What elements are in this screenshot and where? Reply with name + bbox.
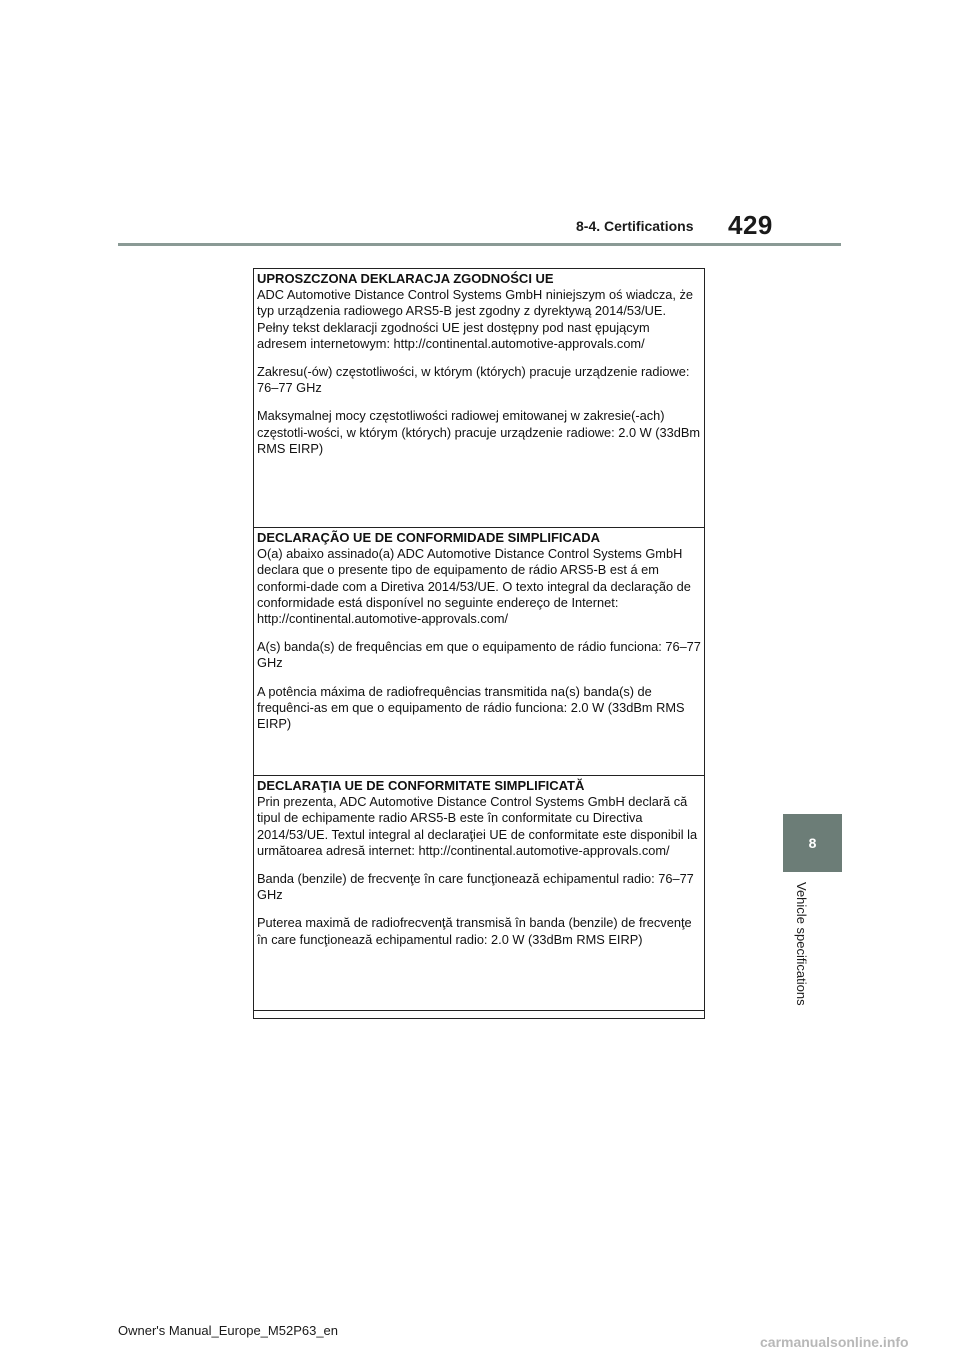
header-section-title: 8-4. Certifications — [576, 218, 694, 234]
declaration-paragraph: A(s) banda(s) de frequências em que o equipamento de rádio funciona: 76–77 GHz — [257, 639, 701, 671]
header-rule — [118, 243, 841, 246]
declaration-paragraph: ADC Automotive Distance Control Systems GmbH niniejszym oś wiadcza, że typ urządzenia radiowego ARS5-B jest zgodny z dyrektywą 2014/53/UE. Pełny tekst deklaracji zgodności UE jest dostępny pod nast ępującym adresem internetowym: http://continental.automotive-approvals.com/ — [257, 287, 693, 351]
footer-manual-id: Owner's Manual_Europe_M52P63_en — [118, 1323, 339, 1338]
declaration-paragraph: Zakresu(-ów) częstotliwości, w którym (których) pracuje urządzenie radiowe: 76–77 GHz — [257, 364, 690, 396]
declaration-title: DECLARAÇÃO UE DE CONFORMIDADE SIMPLIFICADA — [257, 530, 601, 545]
chapter-label: Vehicle specifications — [794, 882, 809, 1006]
declaration-paragraph: Banda (benzile) de frecvenţe în care funcţionează echipamentul radio: 76–77 GHz — [257, 871, 694, 903]
declaration-paragraph: O(a) abaixo assinado(a) ADC Automotive Distance Control Systems GmbH declara que o presente tipo de equipamento de rádio ARS5-B est á em conformi-dade com a Diretiva 2014/53/UE. O texto integral da declaração de conformidade está disponível no seguinte endereço de Internet: http://continental.automotive-approvals.com/ — [257, 546, 691, 627]
declaration-paragraph: Maksymalnej mocy częstotliwości radiowej emitowanej w zakresie(-ach) częstotli-wości, w którym (których) pracuje urządzenie radiowe: 2.0 W (33dBm RMS EIRP) — [257, 408, 701, 456]
declaration-box — [253, 268, 705, 1019]
declaration-title: UPROSZCZONA DEKLARACJA ZGODNOŚCI UE — [257, 271, 554, 286]
declaration-paragraph: A potência máxima de radiofrequências transmitida na(s) banda(s) de frequênci-as em que o equipamento de rádio funciona: 2.0 W (33dBm RMS EIRP) — [257, 683, 685, 732]
chapter-number: 8 — [808, 835, 817, 851]
declaration-paragraph: Prin prezenta, ADC Automotive Distance Control Systems GmbH declară că tipul de echipamente radio ARS5-B este în conformitate cu Directiva 2014/53/UE. Textul integral al declaraţiei UE de conformitate este disponibil la următoarea adresă internet: http://continental.automotive-approvals.com/ — [257, 794, 698, 858]
watermark: carmanualsonline.info — [760, 1334, 909, 1350]
declaration-title: DECLARAŢIA UE DE CONFORMITATE SIMPLIFICATĂ — [257, 778, 585, 793]
page-number: 429 — [728, 210, 773, 240]
declaration-polish — [254, 269, 704, 528]
declaration-portuguese — [254, 528, 704, 776]
chapter-tab[interactable] — [783, 814, 842, 872]
declaration-romanian — [254, 776, 704, 1011]
declaration-paragraph: Puterea maximă de radiofrecvenţă transmisă în banda (benzile) de frecvenţe în care funcţionează echipamentul radio: 2.0 W (33dBm RMS EIRP) — [257, 915, 692, 947]
